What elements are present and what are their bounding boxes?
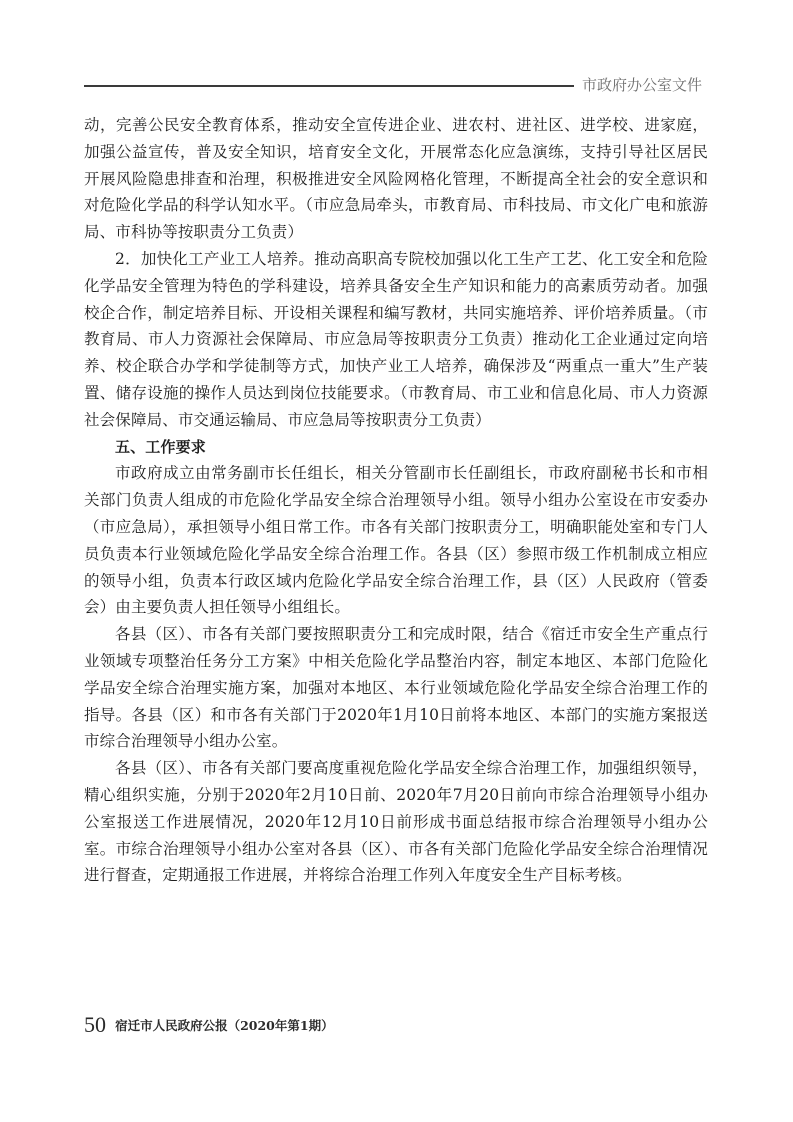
- page-number: 50: [84, 1012, 106, 1037]
- paragraph-continued: 动，完善公民安全教育体系，推动安全宣传进企业、进农村、进社区、进学校、进家庭，加强公益宣传，普及安全知识，培育安全文化，开展常态化应急演练，支持引导社区居民开展风险隐患排查和治理，积极推进安全风险网格化管理，不断提高全社会的安全意识和对危险化学品的科学认知水平。（市应急局牵头，市教育局、市科技局、市文化广电和旅游局、市科协等按职责分工负责）: [84, 116, 708, 242]
- paragraph-leadership: 市政府成立由常务副市长任组长，相关分管副市长任副组长，市政府副秘书长和市相关部门负责人组成的市危险化学品安全综合治理领导小组。领导小组办公室设在市安委办（市应急局），承担领导小组日常工作。市各有关部门按职责分工，明确职能处室和专门人员负责本行业领域危险化学品安全综合治理工作。各县（区）参照市级工作机制成立相应的领导小组，负责本行政区域内危险化学品安全综合治理工作，县（区）人民政府（管委会）由主要负责人担任领导小组组长。: [84, 464, 708, 617]
- document-body: [84, 112, 708, 889]
- paragraph-reporting: 各县（区）、市各有关部门要高度重视危险化学品安全综合治理工作，加强组织领导，精心组织实施，分别于2020年2月10日前、2020年7月20日前向市综合治理领导小组办公室报送工作进展情况，2020年12月10日前形成书面总结报市综合治理领导小组办公室。市综合治理领导小组办公室对各县（区）、市各有关部门危险化学品安全综合治理情况进行督查，定期通报工作进展，并将综合治理工作列入年度安全生产目标考核。: [84, 759, 708, 885]
- header-rule: [84, 85, 574, 87]
- paragraph-training: 2．加快化工产业工人培养。推动高职高专院校加强以化工生产工艺、化工安全和危险化学品安全管理为特色的学科建设，培养具备安全生产知识和能力的高素质劳动者。加强校企合作，制定培养目标、开设相关课程和编写教材，共同实施培养、评价培养质量。（市教育局、市人力资源社会保障局、市应急局等按职责分工负责）推动化工企业通过定向培养、校企联合办学和学徒制等方式，加快产业工人培养，确保涉及“两重点一重大”生产装置、储存设施的操作人员达到岗位技能要求。（市教育局、市工业和信息化局、市人力资源社会保障局、市交通运输局、市应急局等按职责分工负责）: [84, 249, 708, 429]
- journal-title: 宿迁市人民政府公报（2020年第1期）: [115, 1018, 334, 1033]
- header-title: 市政府办公室文件: [582, 76, 703, 94]
- section-heading: 五、工作要求: [115, 437, 206, 456]
- paragraph-implementation: 各县（区）、市各有关部门要按照职责分工和完成时限，结合《宿迁市安全生产重点行业领域专项整治任务分工方案》中相关危险化学品整治内容，制定本地区、本部门危险化学品安全综合治理实施方案，加强对本地区、本行业领域危险化学品安全综合治理工作的指导。各县（区）和市各有关部门于2020年1月10日前将本地区、本部门的实施方案报送市综合治理领导小组办公室。: [84, 625, 708, 751]
- page-footer: [84, 1012, 334, 1038]
